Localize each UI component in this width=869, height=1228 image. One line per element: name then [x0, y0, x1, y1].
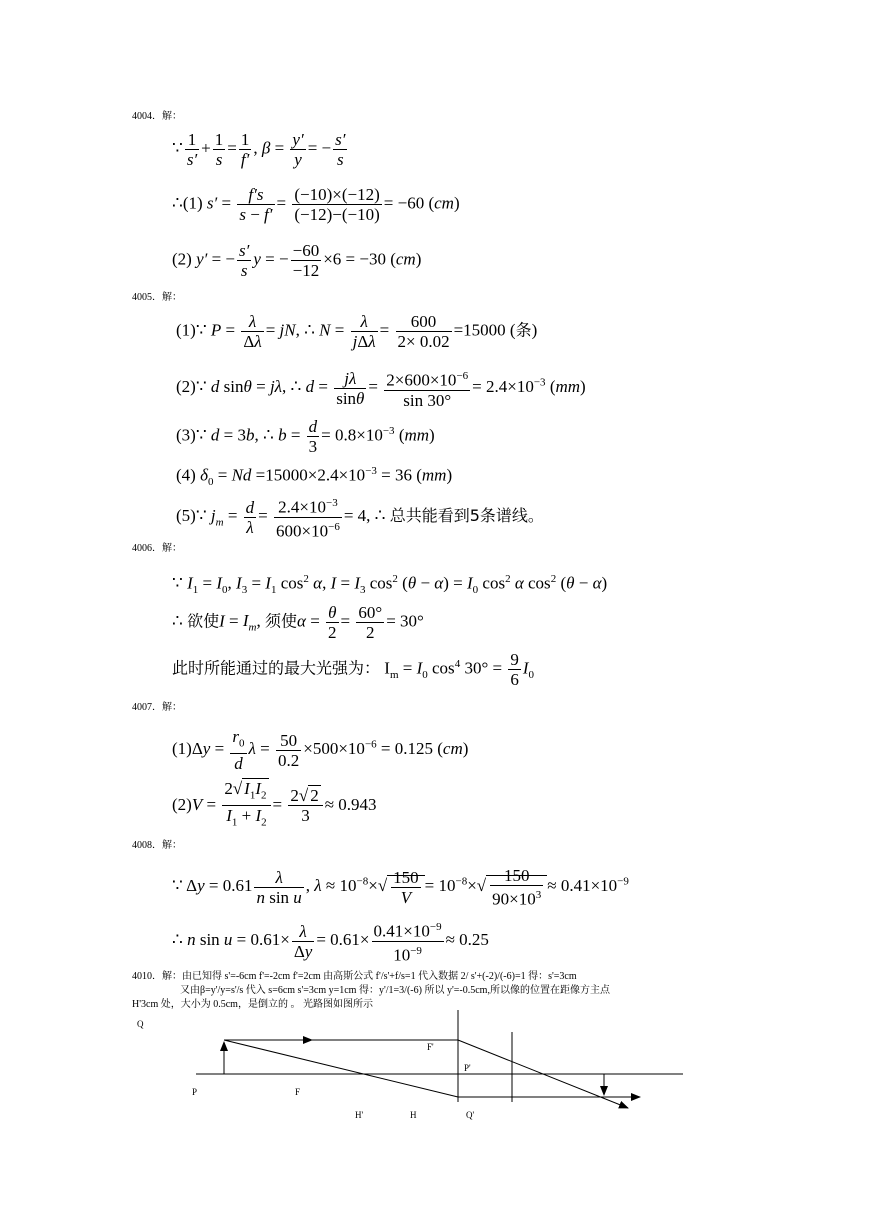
- eq-4005-1: (1)∵ P = $\frac{\lambda}{\Delta\lambda}$ = jN, ∴ N = $\frac{\lambda}{\text{jΔλ}}$ = $\frac{600}{2\times 0.02}$ =15000 (条): [176, 312, 538, 351]
- eq-4004-2: ∴(1) s′ = $\frac{f's}{s - f'}$ = $\frac{(-10)\times(-12)}{(-12)-(-10)}$ = −60 (cm): [172, 185, 460, 224]
- problem-4010-line-1: 4010．解：由已知得 s'=-6cm f'=-2cm f'=2cm 由高斯公式 f'/s'+f/s=1 代入数据 2/ s'+(-2)/(-6)=1 得：s'=3cm: [132, 971, 577, 982]
- problem-4006-header: 4006．解：: [132, 543, 182, 554]
- eq-4007-1: (1)Δy = $\frac{r_0}{d}$ λ = $\frac{50}{0.2}$ $\times 500\times 10^{-6} = 0.125$ (cm): [172, 727, 469, 774]
- problem-4007-header: 4007．解：: [132, 702, 182, 713]
- label-q-prime: Q': [466, 1110, 475, 1120]
- optical-path-diagram: [0, 1000, 869, 1130]
- ray-central: [224, 1040, 458, 1097]
- eq-4007-2: (2)V = $\frac{2√ I_1I_2}{I_1 + I_2}$ = $\frac{2√ 2}{3}$ ≈ 0.943: [172, 779, 377, 829]
- eq-4005-4: (4) $\delta_0 = Nd =15000\times 2.4\times 10^{-3} = 36$ (mm): [176, 465, 453, 489]
- eq-4008-1: ∵ Δy = 0.61 $\frac{\lambda}{\text{n sin u}}$ , $\lambda \approx 10^{-8}\times√$ $\frac{150}{V}$ = $10^{-8}\times√$ $\frac{150}{90\times 10^3}$ ≈ $0.41\times 10^{-9}$: [172, 866, 629, 909]
- problem-4010-line-2: 又由β=y'/y=s'/s 代入 s=6cm s'=3cm y=1cm 得：y'/1=3/(-6) 所以 y'=-0.5cm,所以像的位置在距像方主点: [180, 985, 610, 996]
- eq-4008-2: ∴ n sin u = 0.61× $\frac{\lambda}{\Delta y}$ = 0.61× $\frac{0.41\times 10^{-9}}{10^{-9}}$ ≈ 0.25: [172, 918, 489, 964]
- label-q: Q: [137, 1019, 144, 1029]
- eq-4006-3: 此时所能通过的最大光强为： $I_m = I_0$ $\cos^4 30^\circ$ = $\frac{9}{6}$ $I_0$: [172, 650, 534, 689]
- label-p-prime: P': [464, 1063, 471, 1073]
- label-f: F: [295, 1087, 301, 1097]
- eq-4006-1: ∵ $I_1 = I_0$, $I_3 = I_1$ $\cos^2 \alpha$, $I = I_3$ $\cos^2 (\theta - \alpha) = I_0$ $\cos^2 \alpha$ $\cos^2 (\theta - \alpha)$: [172, 573, 608, 597]
- problem-4004-header: 4004．解：: [132, 111, 182, 122]
- eq-4005-2: (2)∵ d sinθ = jλ, ∴ d = $\frac{j\lambda}{\sin\theta}$ = $\frac{2\times 600\times 10^{-6}}{\sin 30^\circ}$ = $2.4\times 10^{-3}$ (mm): [176, 368, 586, 410]
- label-f-prime: F': [427, 1042, 434, 1052]
- label-h-prime: H': [355, 1110, 364, 1120]
- eq-4005-3: (3)∵ d = 3b, ∴ b = $\frac{d}{3}$ = $0.8\times 10^{-3}$ (mm): [176, 417, 435, 456]
- label-p: P: [192, 1087, 198, 1097]
- problem-4010-line-3: H'3cm 处，大小为 0.5cm，是倒立的 。 光路图如图所示: [132, 999, 373, 1010]
- eq-4004-1: ∵ $\frac{1}{s'}$ + $\frac{1}{s}$ = $\frac{1}{f'}$ , β = $\frac{y'}{y}$ = − $\frac{s'}{s}$: [172, 130, 346, 169]
- eq-4006-2: ∴ 欲使$I = I_m$, 须使α = $\frac{\theta}{2}$ = $\frac{60^\circ}{2}$ = 30°: [172, 603, 424, 642]
- eq-4004-3: (2) y′ = − $\frac{s'}{s}$ y = − $\frac{-60}{-12}$ ×6 = −30 (cm): [172, 241, 422, 280]
- eq-4005-5: (5)∵ $j_m$ = $\frac{d}{\lambda}$ = $\frac{2.4\times 10^{-3}}{600\times 10^{-6}}$ = 4, ∴ 总共能看到5条谱线。: [176, 494, 544, 540]
- label-h: H: [410, 1110, 417, 1120]
- problem-4008-header: 4008．解：: [132, 840, 182, 851]
- problem-4005-header: 4005．解：: [132, 292, 182, 303]
